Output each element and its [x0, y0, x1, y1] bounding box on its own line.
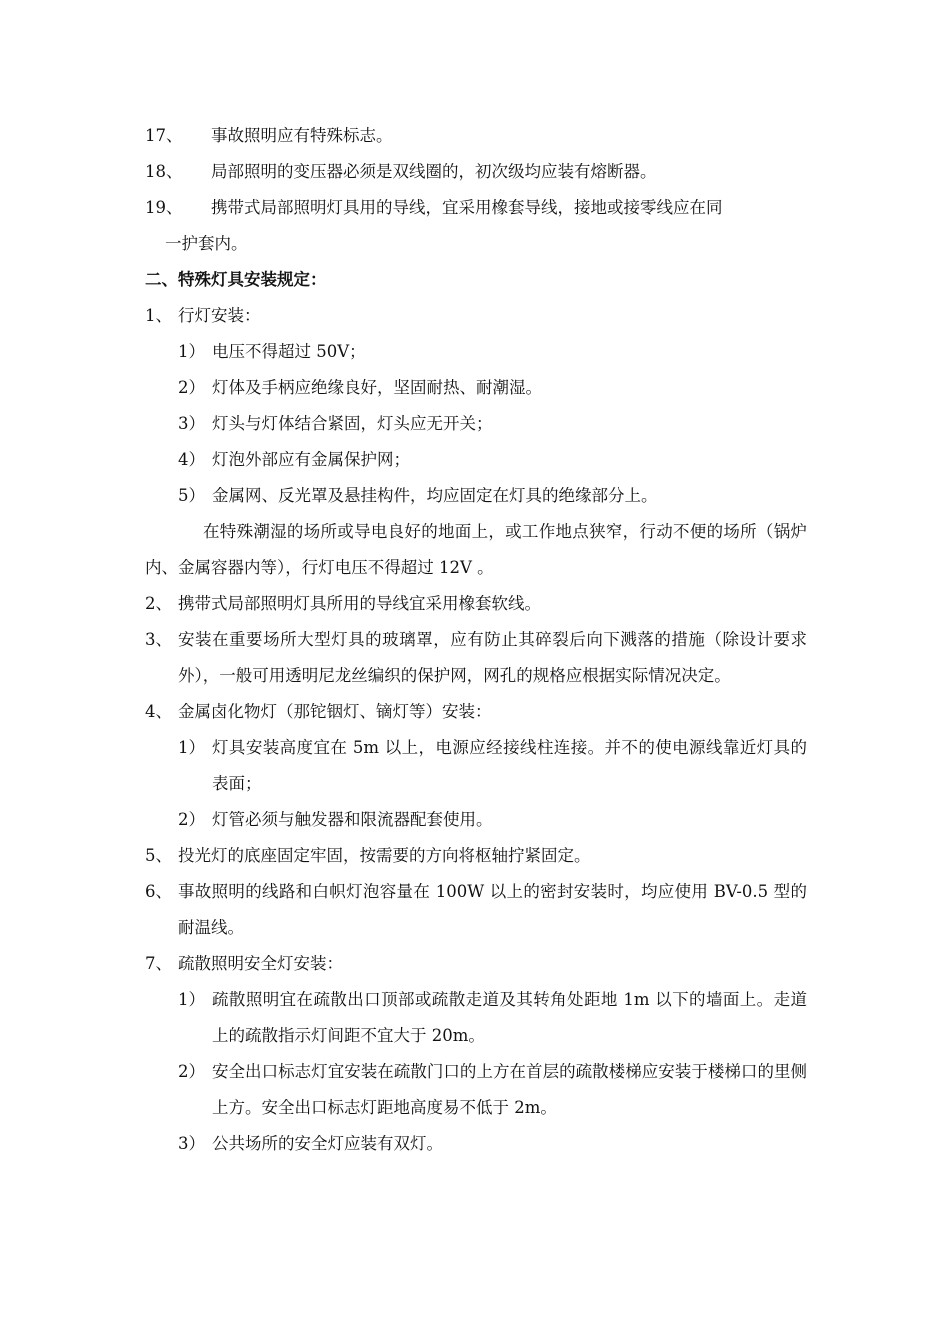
sub-item-number: 1） [178, 738, 205, 757]
item-text: 事故照明的线路和白帜灯泡容量在 100W 以上的密封安装时，均应使用 BV-0.5 型的耐温线。 [178, 882, 807, 937]
item-number: 6、 [145, 882, 172, 901]
list-item-7 [145, 946, 807, 982]
sub-item-number: 1） [178, 990, 205, 1009]
item-text: 携带式局部照明灯具用的导线，宜采用橡套导线，接地或接零线应在同 [211, 198, 723, 217]
sub-item-1-3 [145, 406, 807, 442]
sub-item-4-2 [145, 802, 807, 838]
sub-item-number: 1） [178, 342, 205, 361]
sub-item-1-2 [145, 370, 807, 406]
item-number: 1、 [145, 306, 172, 325]
sub-item-number: 2） [178, 378, 205, 397]
item-1-note: 在特殊潮湿的场所或导电良好的地面上，或工作地点狭窄，行动不便的场所（锅炉内、金属容器内等），行灯电压不得超过 12V 。 [145, 522, 807, 577]
item-text: 安装在重要场所大型灯具的玻璃罩，应有防止其碎裂后向下溅落的措施（除设计要求外），一般可用透明尼龙丝编织的保护网，网孔的规格应根据实际情况决定。 [178, 630, 807, 685]
list-item-4 [145, 694, 807, 730]
item-number: 19、 [145, 198, 183, 217]
list-item-6 [145, 874, 807, 946]
sub-item-7-1 [145, 982, 807, 1054]
sub-item-text: 公共场所的安全灯应装有双灯。 [212, 1134, 443, 1153]
sub-item-text: 灯具安装高度宜在 5m 以上，电源应经接线柱连接。并不的使电源线靠近灯具的表面； [212, 738, 807, 793]
sub-item-number: 2） [178, 810, 205, 829]
sub-item-number: 3） [178, 414, 205, 433]
item-number: 17、 [145, 126, 183, 145]
sub-item-7-3 [145, 1126, 807, 1162]
item-text: 局部照明的变压器必须是双线圈的，初次级均应装有熔断器。 [211, 162, 657, 181]
list-item-17 [145, 118, 807, 154]
sub-item-text: 安全出口标志灯宜安装在疏散门口的上方在首层的疏散楼梯应安装于楼梯口的里侧上方。安全出口标志灯距地高度易不低于 2m。 [212, 1062, 807, 1117]
list-item-3 [145, 622, 807, 694]
sub-item-1-5 [145, 478, 807, 514]
document-body [145, 118, 807, 1162]
sub-item-4-1 [145, 730, 807, 802]
sub-item-text: 疏散照明宜在疏散出口顶部或疏散走道及其转角处距地 1m 以下的墙面上。走道上的疏散指示灯间距不宜大于 20m。 [212, 990, 807, 1045]
sub-item-number: 5） [178, 486, 205, 505]
item-number: 4、 [145, 702, 172, 721]
list-item-1 [145, 298, 807, 334]
sub-item-text: 电压不得超过 50V； [212, 342, 366, 361]
item-number: 18、 [145, 162, 183, 181]
item-19-continuation: 一护套内。 [165, 234, 248, 253]
item-number: 2、 [145, 594, 172, 613]
sub-item-text: 灯体及手柄应绝缘良好，坚固耐热、耐潮湿。 [212, 378, 542, 397]
list-item-18 [145, 154, 807, 190]
list-item-2 [145, 586, 807, 622]
item-number: 7、 [145, 954, 172, 973]
list-item-19 [145, 190, 807, 226]
item-text: 行灯安装： [178, 306, 261, 325]
item-text: 疏散照明安全灯安装： [178, 954, 343, 973]
sub-item-number: 4） [178, 450, 205, 469]
sub-item-number: 2） [178, 1062, 205, 1081]
item-number: 5、 [145, 846, 172, 865]
sub-item-7-2 [145, 1054, 807, 1126]
sub-item-text: 灯泡外部应有金属保护网； [212, 450, 410, 469]
sub-item-text: 灯管必须与触发器和限流器配套使用。 [212, 810, 493, 829]
item-text: 投光灯的底座固定牢固，按需要的方向将枢轴拧紧固定。 [178, 846, 591, 865]
item-number: 3、 [145, 630, 172, 649]
sub-item-number: 3） [178, 1134, 205, 1153]
item-text: 携带式局部照明灯具所用的导线宜采用橡套软线。 [178, 594, 541, 613]
section-heading: 二、特殊灯具安装规定： [145, 270, 327, 289]
sub-item-1-1 [145, 334, 807, 370]
item-text: 事故照明应有特殊标志。 [211, 126, 393, 145]
list-item-5 [145, 838, 807, 874]
sub-item-text: 灯头与灯体结合紧固，灯头应无开关； [212, 414, 493, 433]
item-text: 金属卤化物灯（那铊铟灯、镝灯等）安装： [178, 702, 492, 721]
sub-item-text: 金属网、反光罩及悬挂构件，均应固定在灯具的绝缘部分上。 [212, 486, 658, 505]
sub-item-1-4 [145, 442, 807, 478]
